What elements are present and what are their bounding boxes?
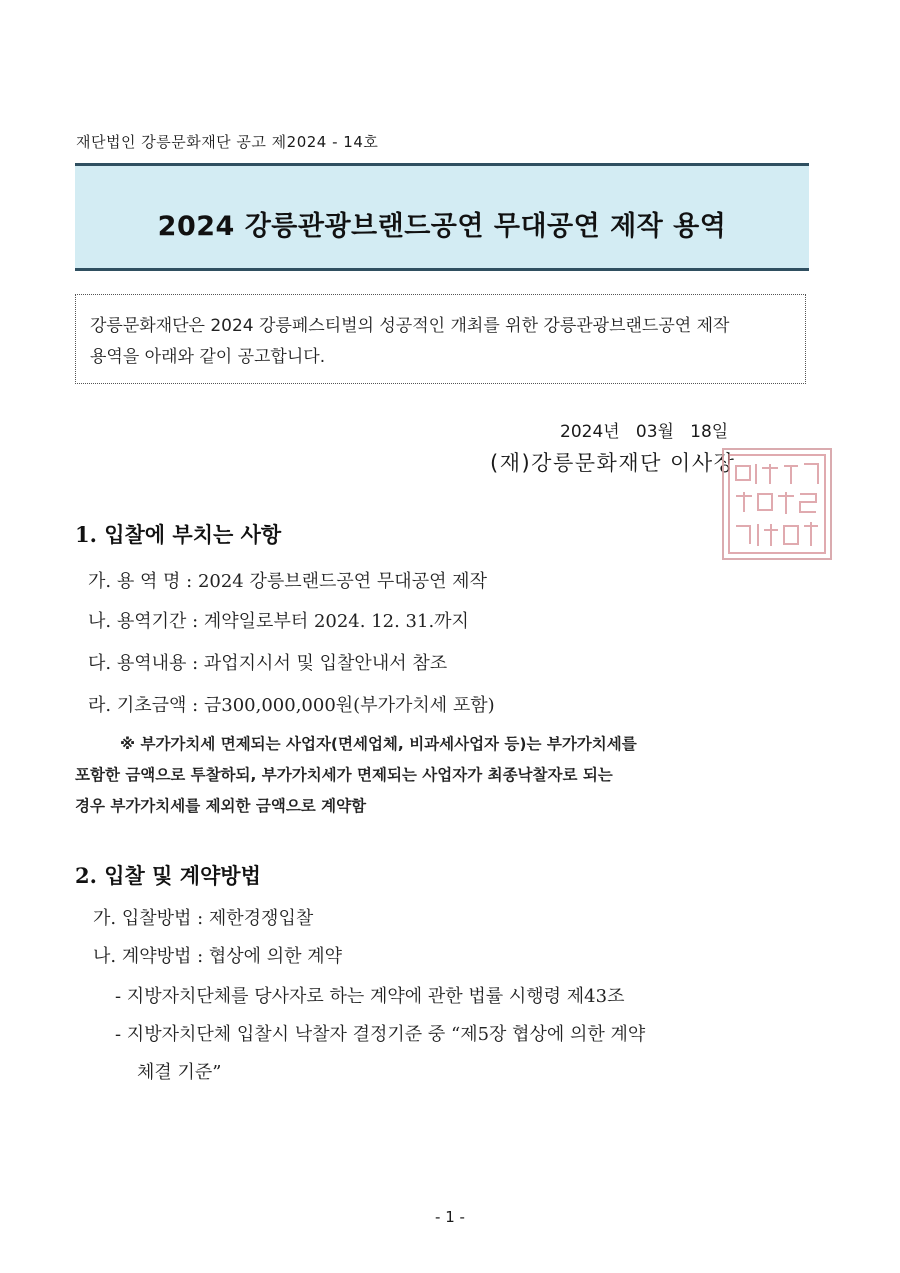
subitem-criteria-reference: - 지방자치단체 입찰시 낙찰자 결정기준 중 “제5장 협상에 의한 계약 [115, 1024, 646, 1045]
section-1-heading: 1. 입찰에 부치는 사항 [75, 522, 282, 547]
intro-box [75, 294, 806, 384]
official-seal [722, 448, 832, 560]
title-band [75, 163, 809, 271]
item-base-price: 라. 기초금액 : 금300,000,000원(부가가치세 포함) [88, 695, 495, 716]
vat-note-line-1: ※ 부가가치세 면제되는 사업자(면세업체, 비과세사업자 등)는 부가가치세를 [120, 735, 637, 753]
issuer-name: (재)강릉문화재단 이사장 [490, 451, 736, 475]
page-number: - 1 - [435, 1208, 465, 1226]
subitem-law-reference: - 지방자치단체를 당사자로 하는 계약에 관한 법률 시행령 제43조 [115, 986, 625, 1007]
vat-note-line-3: 경우 부가가치세를 제외한 금액으로 계약함 [75, 797, 367, 815]
notice-number: 재단법인 강릉문화재단 공고 제2024 - 14호 [76, 133, 379, 151]
intro-line-2: 용역을 아래와 같이 공고합니다. [90, 347, 326, 367]
item-contract-method: 나. 계약방법 : 협상에 의한 계약 [93, 946, 343, 967]
item-service-period: 나. 용역기간 : 계약일로부터 2024. 12. 31.까지 [88, 611, 469, 632]
announcement-date: 2024년 03월 18일 [560, 422, 729, 442]
intro-line-1: 강릉문화재단은 2024 강릉페스티벌의 성공적인 개최를 위한 강릉관광브랜드공연 제작 [90, 316, 730, 336]
item-service-name: 가. 용 역 명 : 2024 강릉브랜드공연 무대공연 제작 [88, 571, 487, 592]
document-title: 2024 강릉관광브랜드공연 무대공연 제작 용역 [157, 211, 727, 242]
item-bidding-method: 가. 입찰방법 : 제한경쟁입찰 [93, 908, 314, 929]
subitem-criteria-continued: 체결 기준” [137, 1062, 222, 1083]
section-2-heading: 2. 입찰 및 계약방법 [75, 863, 261, 888]
vat-note [75, 729, 810, 822]
item-service-content: 다. 용역내용 : 과업지시서 및 입찰안내서 참조 [88, 653, 448, 674]
vat-note-line-2: 포함한 금액으로 투찰하되, 부가가치세가 면제되는 사업자가 최종낙찰자로 되는 [75, 766, 613, 784]
